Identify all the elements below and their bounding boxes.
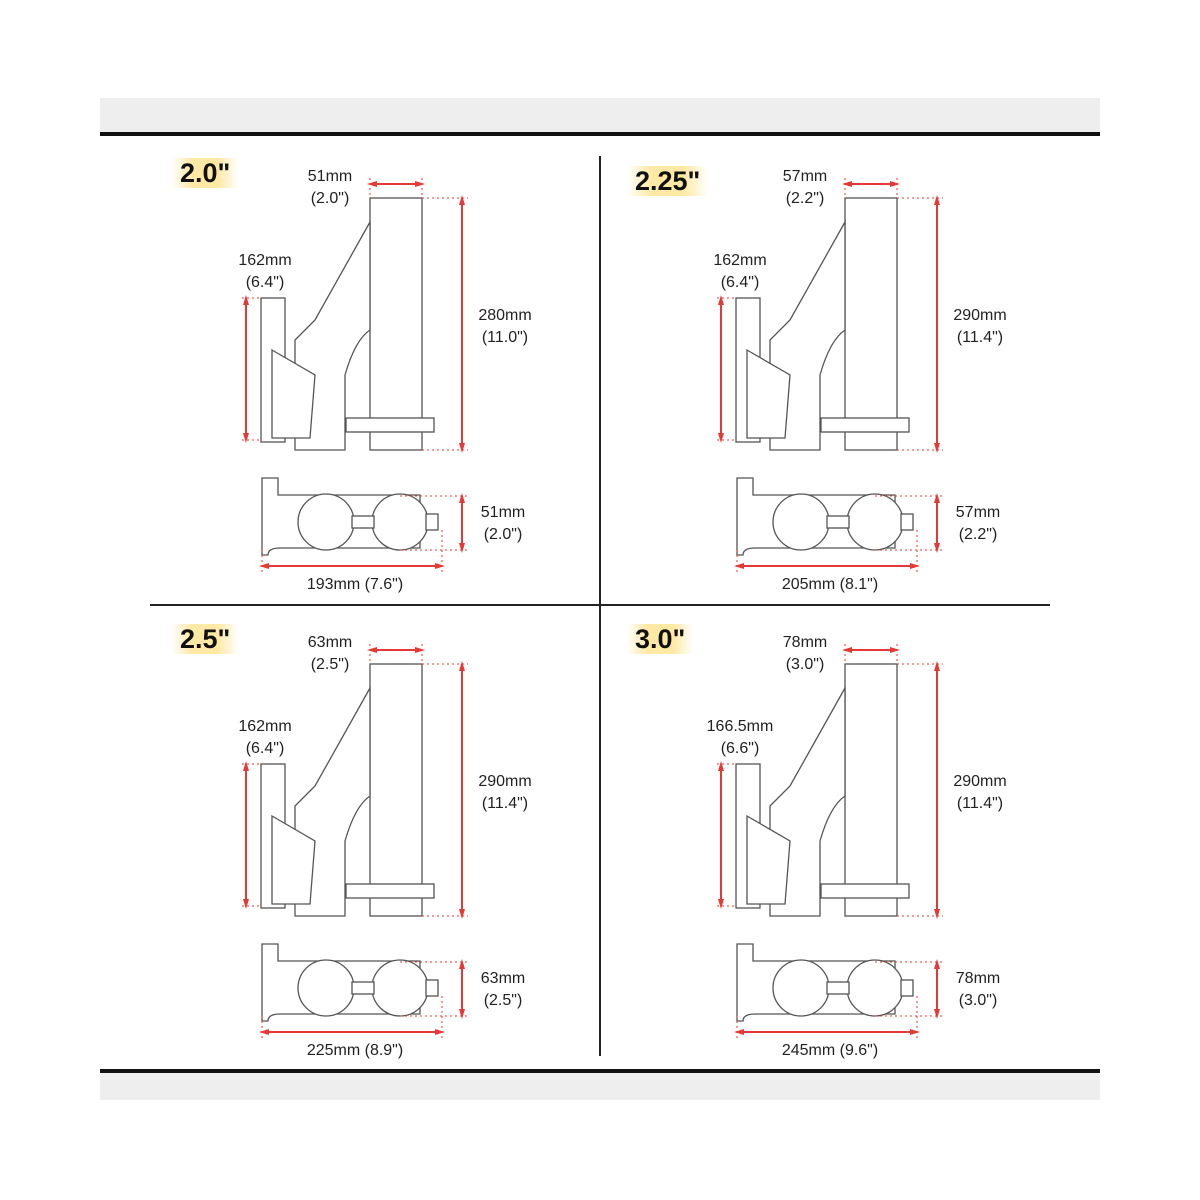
hitch-pin <box>346 884 434 898</box>
top-width-label: 51mm (2.0") <box>307 168 353 207</box>
left-height-label: 162mm (6.4") <box>713 252 767 291</box>
left-height-label: 166.5mm (6.6") <box>706 718 774 757</box>
ball-left <box>773 494 829 550</box>
bottom-footer-band <box>100 1072 1100 1100</box>
left-height-label: 162mm (6.4") <box>238 718 292 757</box>
top-pin <box>426 980 438 996</box>
panel-size-2-0 <box>150 150 600 600</box>
size-badge: 2.5" <box>172 624 238 654</box>
panel-size-2-25 <box>625 150 1075 600</box>
horizontal-divider <box>150 604 1050 606</box>
top-width-label: 78mm (3.0") <box>782 634 828 673</box>
ball-right <box>372 494 428 550</box>
total-height-label: 280mm (11.0") <box>478 307 532 346</box>
ball-left <box>298 494 354 550</box>
ball-left <box>298 960 354 1016</box>
ball-coupler <box>827 516 849 528</box>
top-width-label: 57mm (2.2") <box>782 168 828 207</box>
size-badge: 2.0" <box>172 158 238 188</box>
total-length-label: 193mm (7.6") <box>306 576 404 593</box>
total-height-label: 290mm (11.4") <box>478 773 532 812</box>
hitch-pin <box>821 884 909 898</box>
total-height-label: 290mm (11.4") <box>953 307 1007 346</box>
size-badge: 2.25" <box>627 166 708 196</box>
receiver-shank <box>370 198 422 450</box>
ball-width-label: 63mm (2.5") <box>480 970 526 1009</box>
ball-width-label: 51mm (2.0") <box>480 504 526 543</box>
total-height-label: 290mm (11.4") <box>953 773 1007 812</box>
bottom-rule <box>100 1069 1100 1073</box>
ball-right <box>847 960 903 1016</box>
panel-size-3-0 <box>625 616 1075 1066</box>
total-length-label: 205mm (8.1") <box>781 576 879 593</box>
ball-width-label: 78mm (3.0") <box>955 970 1001 1009</box>
ball-right <box>847 494 903 550</box>
total-length-label: 245mm (9.6") <box>781 1042 879 1059</box>
ball-coupler <box>352 516 374 528</box>
receiver-shank <box>845 198 897 450</box>
top-pin <box>901 514 913 530</box>
ball-right <box>372 960 428 1016</box>
top-header-band <box>100 98 1100 132</box>
left-height-label: 162mm (6.4") <box>238 252 292 291</box>
total-length-label: 225mm (8.9") <box>306 1042 404 1059</box>
hitch-pin <box>821 418 909 432</box>
panel-size-2-5 <box>150 616 600 1066</box>
hitch-pin <box>346 418 434 432</box>
ball-width-label: 57mm (2.2") <box>955 504 1001 543</box>
ball-coupler <box>827 982 849 994</box>
ball-left <box>773 960 829 1016</box>
ball-coupler <box>352 982 374 994</box>
receiver-shank <box>845 664 897 916</box>
top-width-label: 63mm (2.5") <box>307 634 353 673</box>
size-badge: 3.0" <box>627 624 693 654</box>
receiver-shank <box>370 664 422 916</box>
top-pin <box>901 980 913 996</box>
top-pin <box>426 514 438 530</box>
top-rule <box>100 132 1100 136</box>
